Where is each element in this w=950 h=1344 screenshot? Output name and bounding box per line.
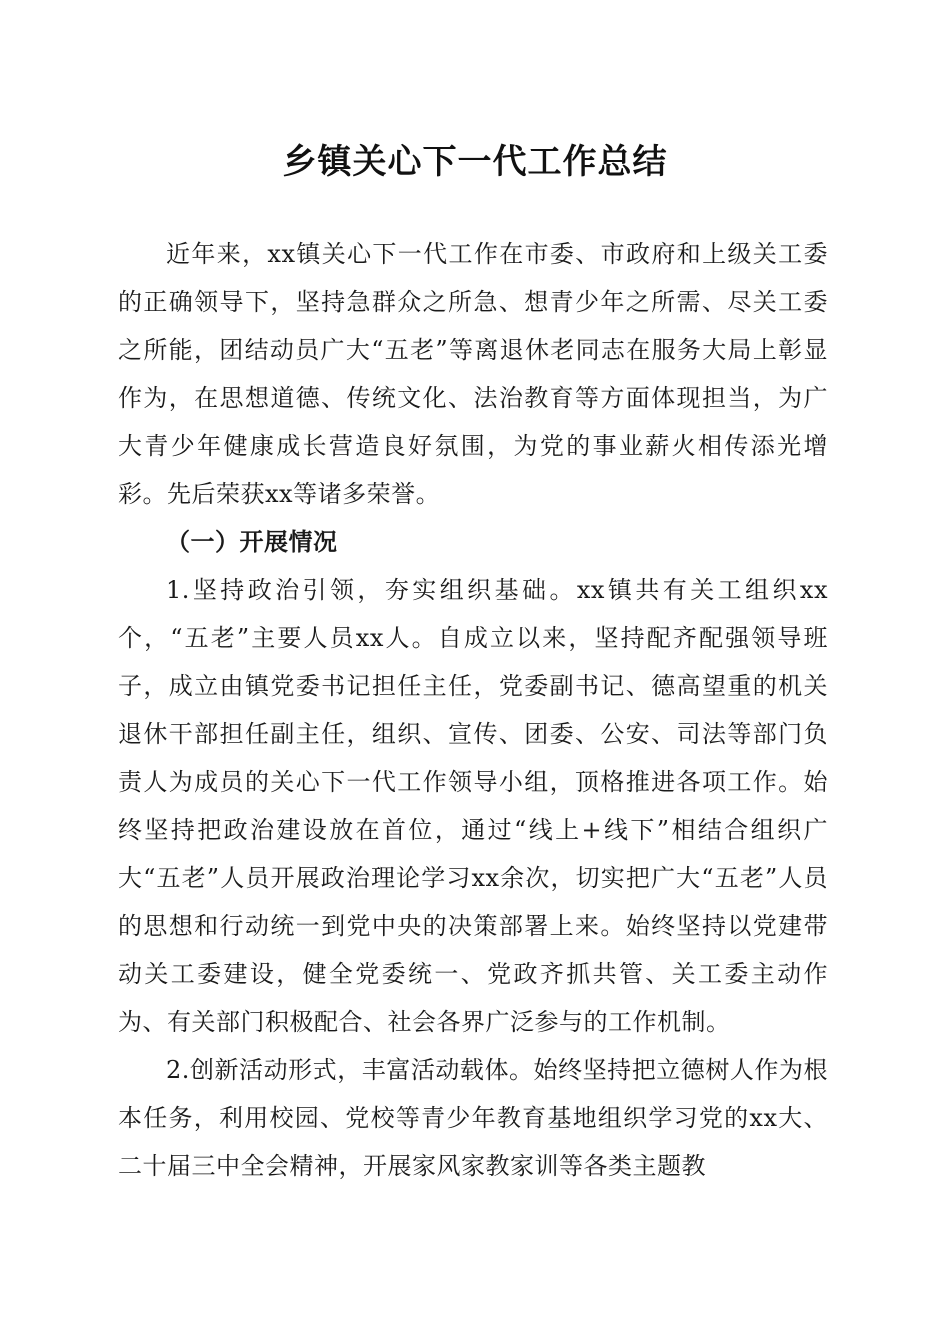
- page-title: 乡镇关心下一代工作总结: [282, 142, 668, 182]
- item-1-paragraph: 1.坚持政治引领，夯实组织基础。xx镇共有关工组织xx个，“五老”主要人员xx人。自成立以来，坚持配齐配强领导班子，成立由镇党委书记担任主任，党委副书记、德高望重的机关退休干部担任副主任，组织、宣传、团委、公安、司法等部门负责人为成员的关心下一代工作领导小组，顶格推进各项工作。始终坚持把政治建设放在首位，通过“线上+线下”相结合组织广大“五老”人员开展政治理论学习xx余次，切实把广大“五老”人员的思想和行动统一到党中央的决策部署上来。始终坚持以党建带动关工委建设，健全党委统一、党政齐抓共管、关工委主动作为、有关部门积极配合、社会各界广泛参与的工作机制。: [118, 576, 828, 1036]
- document-body: [118, 230, 828, 1190]
- intro-paragraph: 近年来，xx镇关心下一代工作在市委、市政府和上级关工委的正确领导下，坚持急群众之所急、想青少年之所需、尽关工委之所能，团结动员广大“五老”等离退休老同志在服务大局上彰显作为，在思想道德、传统文化、法治教育等方面体现担当，为广大青少年健康成长营造良好氛围，为党的事业薪火相传添光增彩。先后荣获xx等诸多荣誉。: [118, 240, 828, 508]
- item-2-paragraph: 2.创新活动形式，丰富活动载体。始终坚持把立德树人作为根本任务，利用校园、党校等青少年教育基地组织学习党的xx大、二十届三中全会精神，开展家风家教家训等各类主题教: [118, 1056, 828, 1180]
- section-heading: （一）开展情况: [166, 527, 338, 556]
